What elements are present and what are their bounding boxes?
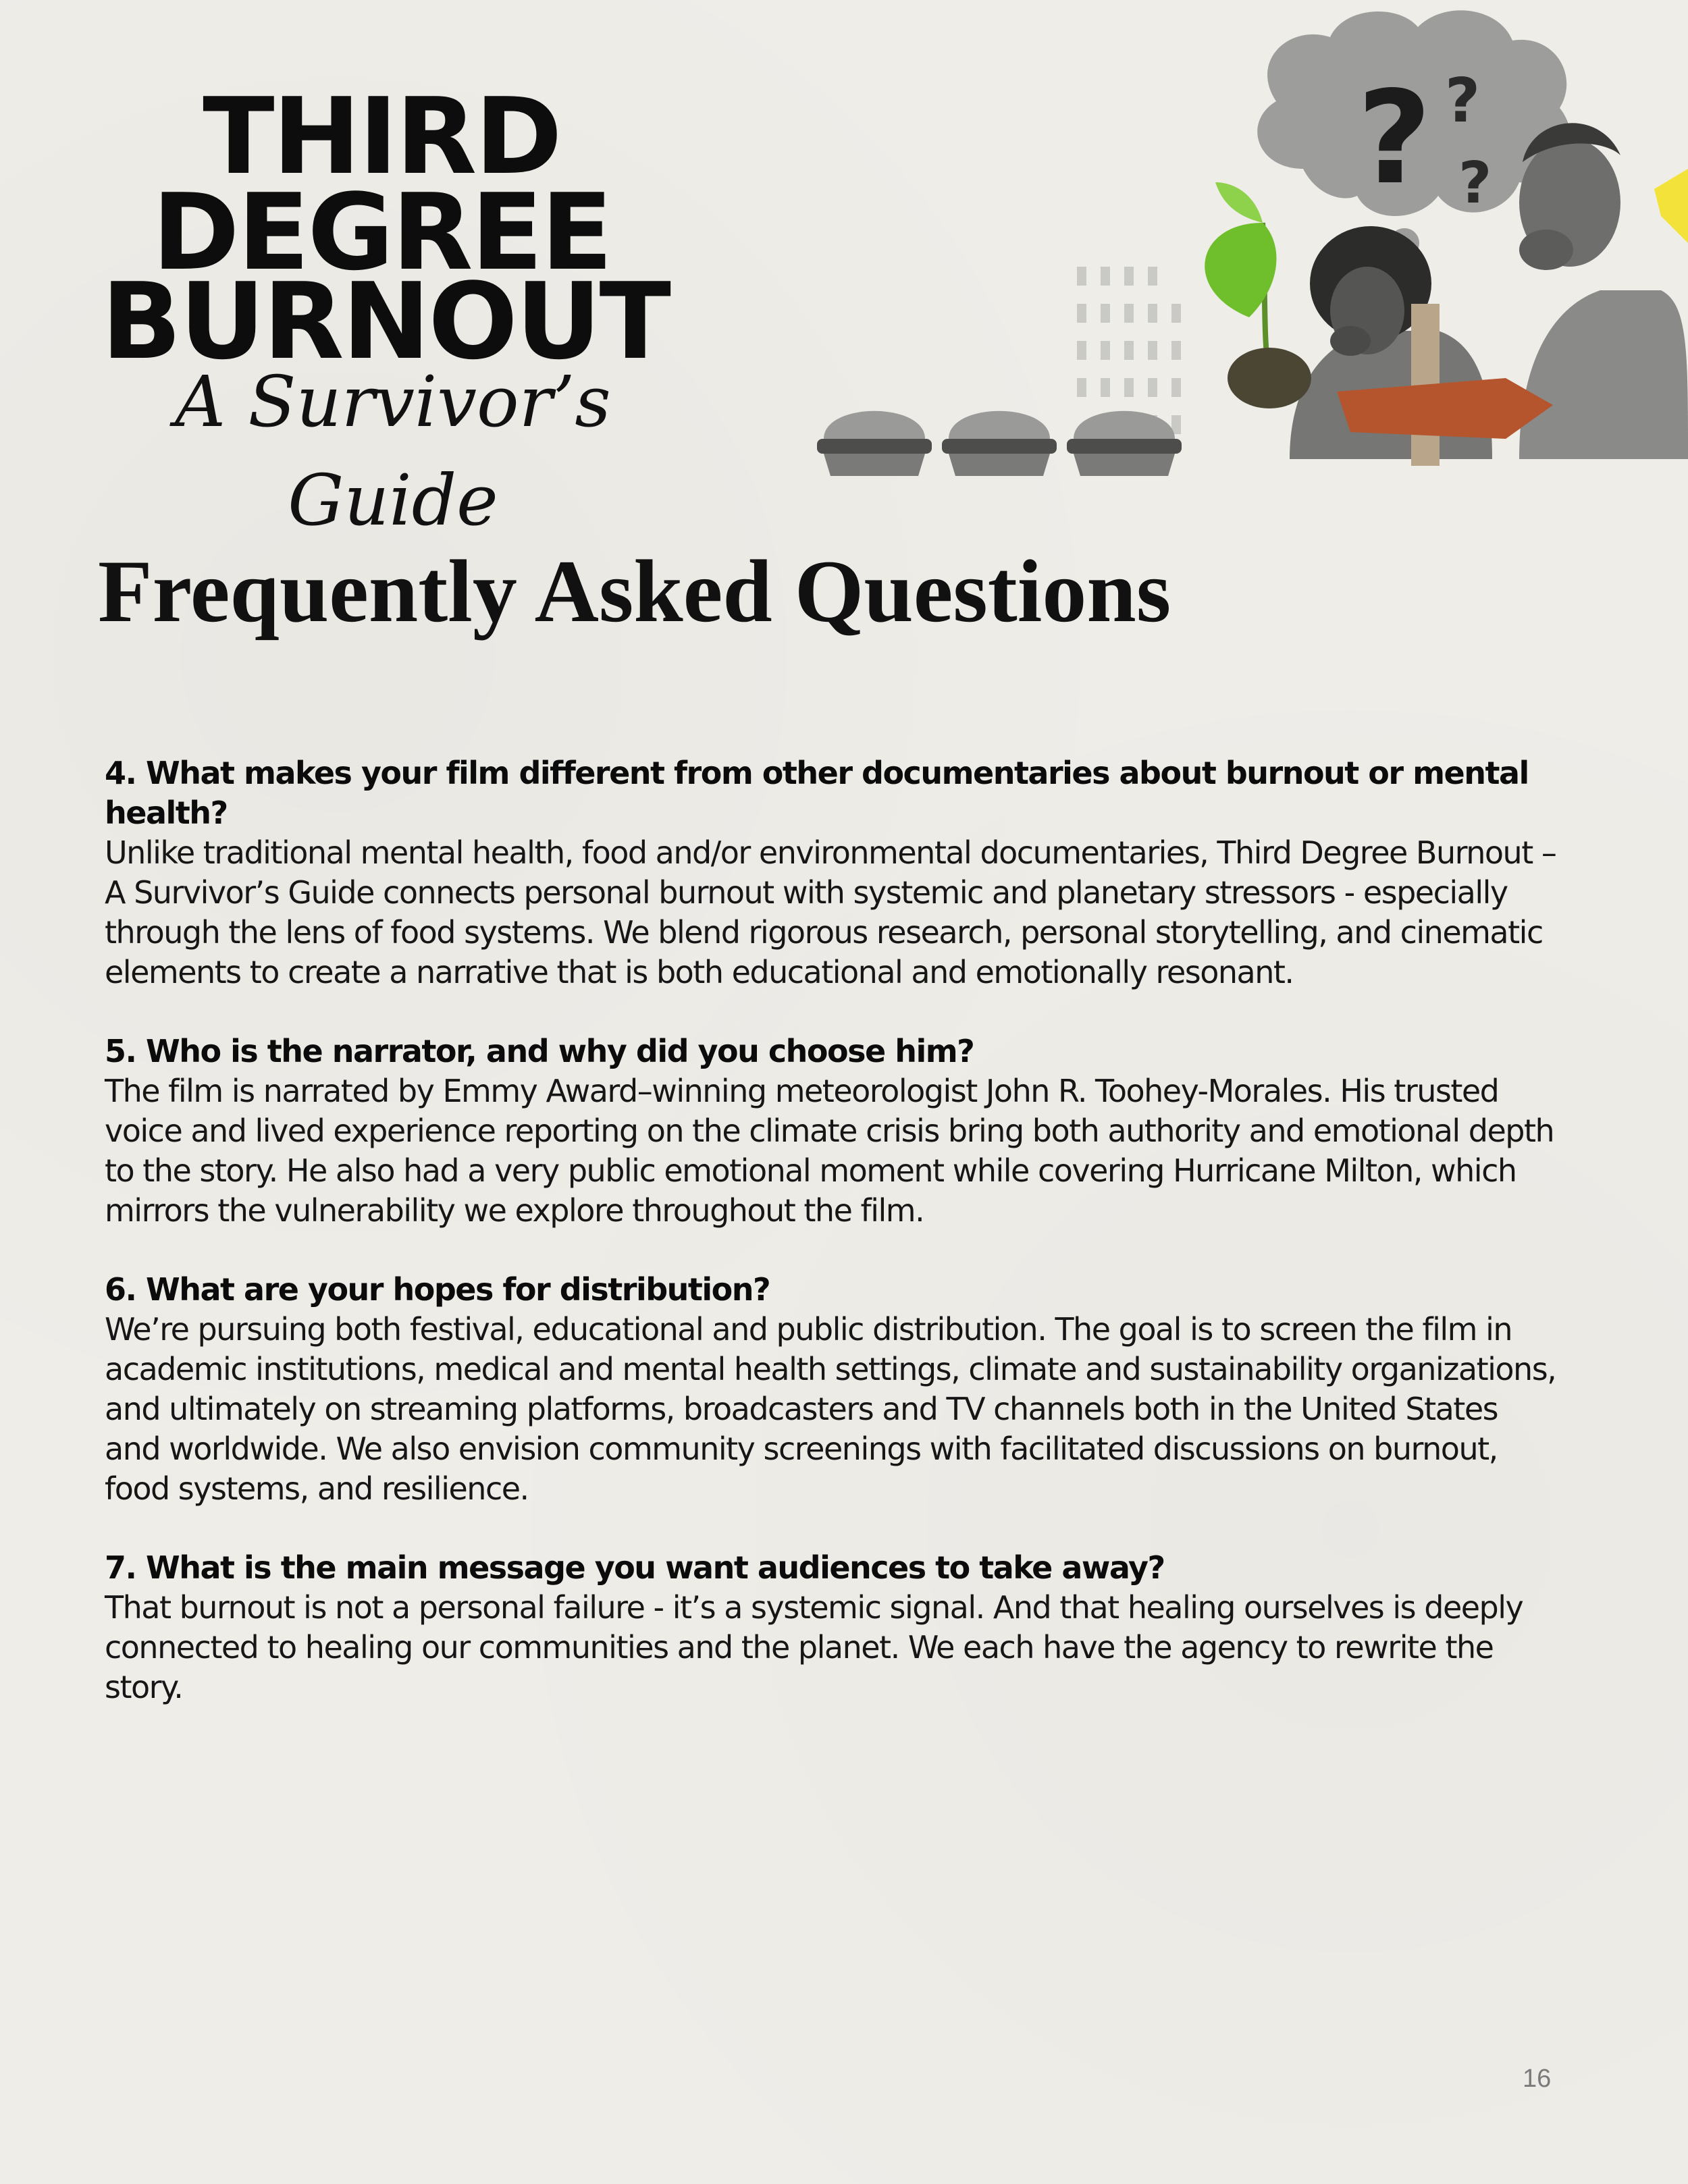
faq-item — [105, 1548, 1556, 1707]
faq-answer: The film is narrated by Emmy Award–winning meteorologist John R. Toohey-Morales. His trusted voice and lived experience reporting on the climate crisis bring both authority and emotional depth to the story. He also had a very public emotional moment while covering Hurricane Milton, which mirrors the vulnerability we explore throughout the film. — [105, 1073, 1554, 1229]
faq-question: 5. Who is the narrator, and why did you choose him? — [105, 1033, 974, 1069]
page-number: 16 — [1523, 2065, 1552, 2093]
dash-pattern-decoration — [1077, 267, 1181, 434]
logo-title-line-3: BURNOUT — [101, 260, 669, 383]
faq-item — [105, 753, 1556, 992]
faq-question: 4. What makes your film different from other documentaries about burnout or mental health? — [105, 755, 1529, 831]
faq-answer: That burnout is not a personal failure - it’s a systemic signal. And that healing ourselves is deeply connected to healing our communities and the planet. We each have the agency to rewrite the story. — [105, 1589, 1523, 1705]
faq-answer: We’re pursuing both festival, educational and public distribution. The goal is to screen the film in academic institutions, medical and mental health settings, climate and sustainability organizations, and ultimately on streaming platforms, broadcasters and TV channels both in the United States and worldwide. We also envision community screenings with facilitated discussions on burnout, food systems, and resilience. — [105, 1311, 1556, 1507]
bubble-question-mark-large: ? — [1357, 63, 1432, 213]
sprout-icon — [1205, 182, 1311, 408]
burger-icon-1 — [817, 411, 932, 476]
logo-title-line-1: THIRD — [203, 75, 560, 198]
header-collage — [817, 0, 1688, 500]
faq-question: 6. What are your hopes for distribution? — [105, 1271, 770, 1308]
logo-subtitle: A Survivor’s Guide — [175, 361, 611, 541]
bubble-question-mark-small-2: ? — [1458, 150, 1492, 217]
film-logo — [101, 73, 695, 541]
yellow-accent-shape — [1654, 169, 1688, 243]
faq-item — [105, 1032, 1556, 1231]
faq-list — [105, 753, 1556, 1747]
bubble-question-mark-small-1: ? — [1445, 65, 1481, 136]
burger-icon-3 — [1067, 411, 1182, 476]
page-title: Frequently Asked Questions — [98, 541, 1171, 641]
burger-icon-2 — [942, 411, 1057, 476]
faq-question: 7. What is the main message you want audiences to take away? — [105, 1549, 1165, 1586]
faq-answer: Unlike traditional mental health, food and/or environmental documentaries, Third Degree Burnout – A Survivor’s Guide connects personal burnout with systemic and planetary stressors - especially through the lens of food systems. We blend rigorous research, personal storytelling, and cinematic elements to create a narrative that is both educational and emotionally resonant. — [105, 834, 1556, 990]
logo-title-line-2: DEGREE — [152, 171, 611, 294]
faq-item — [105, 1270, 1556, 1509]
